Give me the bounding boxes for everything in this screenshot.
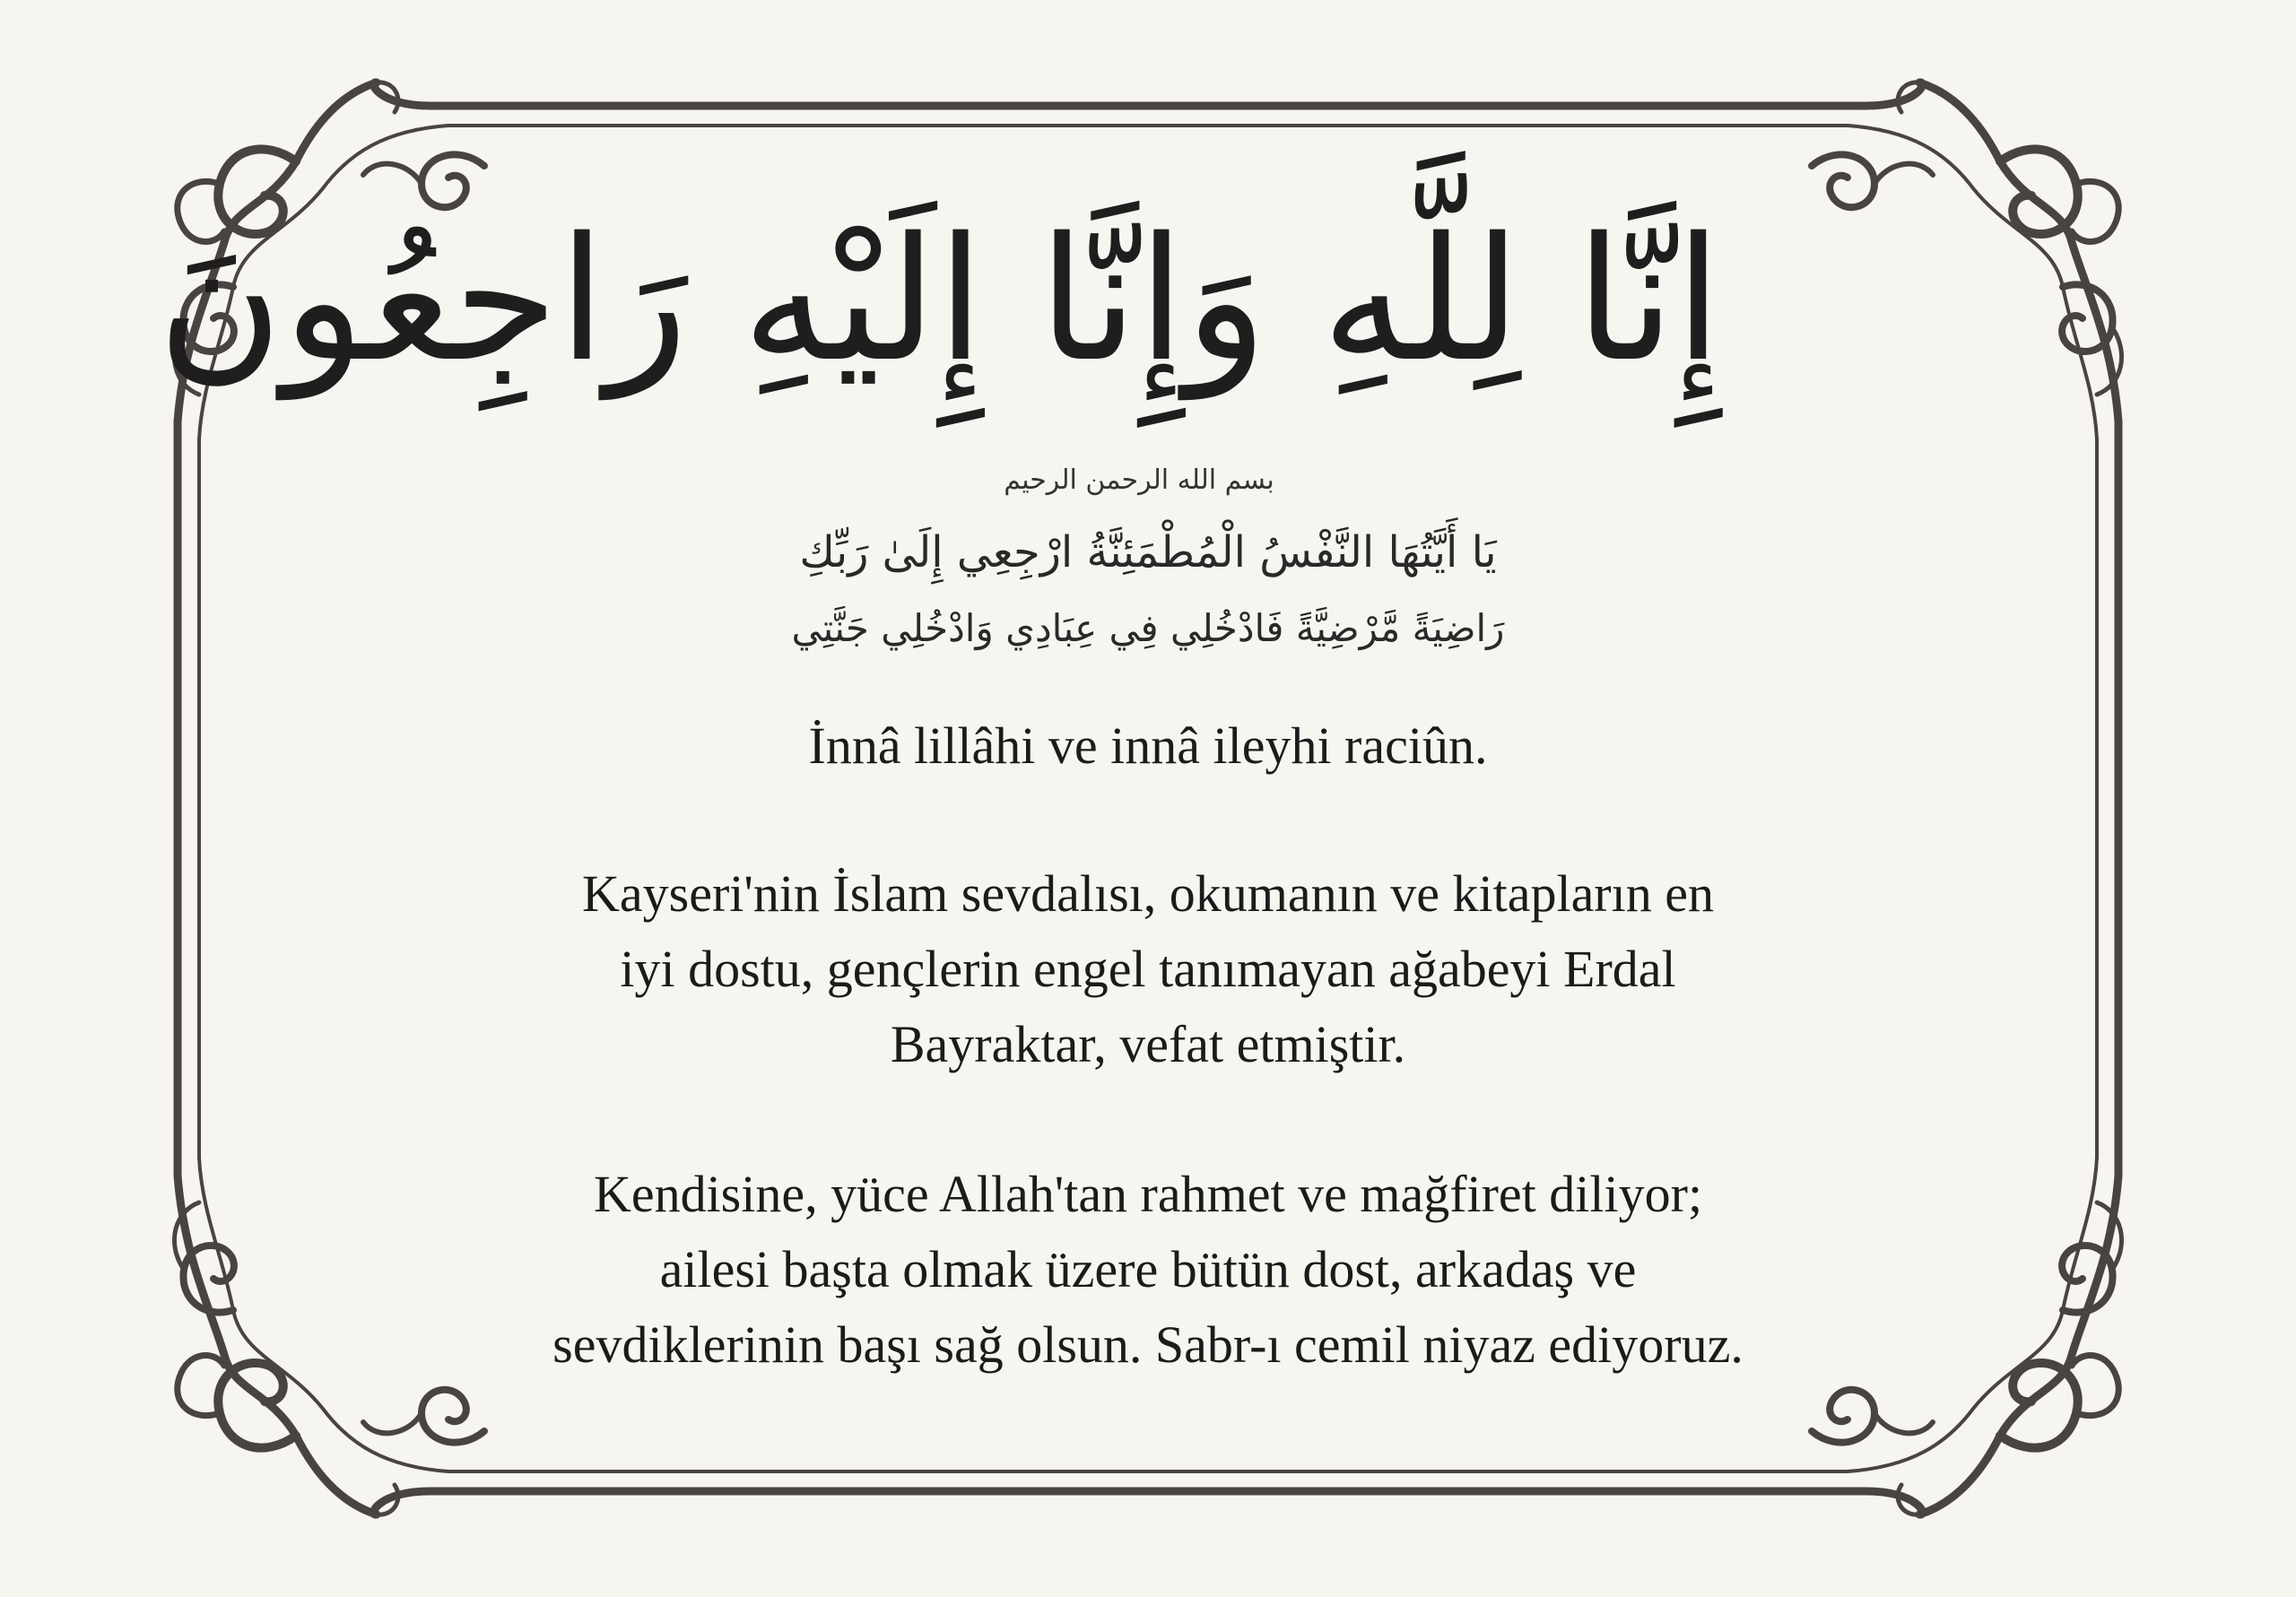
condolence-line-2: ailesi başta olmak üzere bütün dost, arkadaş ve — [659, 1240, 1637, 1298]
condolence-line-1: Kendisine, yüce Allah'tan rahmet ve mağfiret diliyor; — [593, 1165, 1703, 1223]
announcement-line-2: iyi dostu, gençlerin engel tanımayan ağabeyi Erdal — [620, 940, 1676, 998]
quran-verse-line-2: رَاضِيَةً مَّرْضِيَّةً فَادْخُلِي فِي عِبَادِي وَادْخُلِي جَنَّتِي — [791, 606, 1505, 650]
transliteration-text — [395, 708, 1901, 784]
announcement-line-3: Bayraktar, vefat etmiştir. — [890, 1015, 1406, 1073]
condolence-line-3: sevdiklerinin başı sağ olsun. Sabr-ı cemil niyaz ediyoruz. — [552, 1315, 1744, 1374]
corner-ornament-top-right — [1812, 82, 2122, 439]
basmala-text: بسم الله الرحمن الرحيم — [1004, 464, 1274, 496]
announcement-paragraph — [395, 856, 1901, 1082]
condolence-paragraph — [395, 1157, 1901, 1383]
transliteration-line: İnnâ lillâhi ve innâ ileyhi raciûn. — [808, 716, 1488, 775]
arabic-calligraphy-heading: إِنَّا لِلَّهِ وَإِنَّا إِلَيْهِ رَاجِعُونَ — [157, 201, 1722, 399]
quran-verse-line-1: يَا أَيَّتُهَا النَّفْسُ الْمُطْمَئِنَّةُ ارْجِعِي إِلَىٰ رَبِّكِ — [799, 527, 1497, 577]
announcement-line-1: Kayseri'nin İslam sevdalısı, okumanın ve kitapların en — [582, 864, 1714, 923]
